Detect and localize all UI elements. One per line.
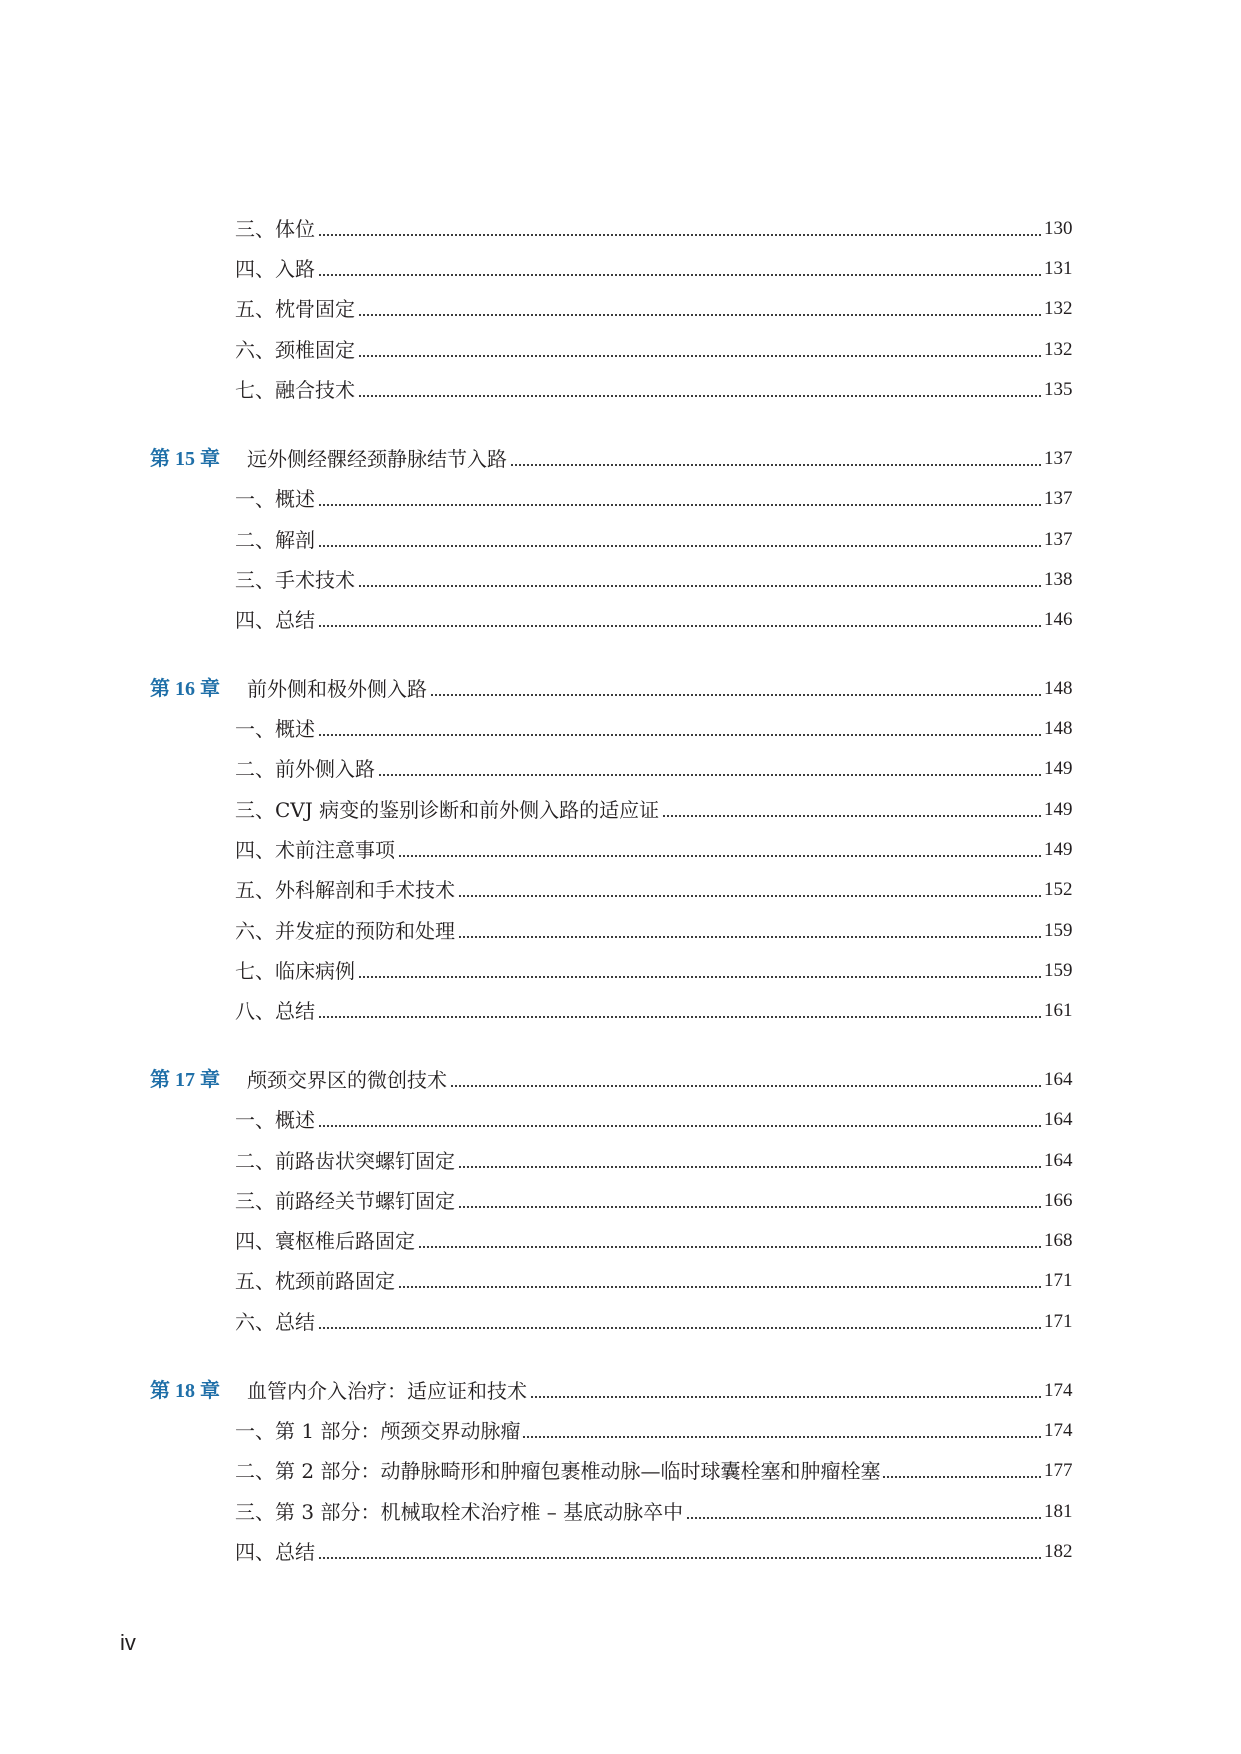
toc-section-entry[interactable]: [0, 212, 1241, 246]
leader-dots: [235, 274, 1041, 276]
toc-chapter-entry[interactable]: [0, 1063, 1241, 1097]
leader-dots: [235, 545, 1041, 547]
entry-title: 五、外科解剖和手术技术: [235, 873, 457, 907]
entry-page-number: 182: [1041, 1535, 1073, 1569]
page-number: iv: [120, 1630, 136, 1655]
toc-section-entry[interactable]: [0, 1264, 1241, 1298]
toc-section-entry[interactable]: [0, 914, 1241, 948]
toc-section-entry[interactable]: [0, 833, 1241, 867]
entry-page-number: 131: [1041, 252, 1073, 286]
entry-page-number: 181: [1041, 1495, 1073, 1529]
entry-title: 三、第 3 部分：机械取栓术治疗椎 – 基底动脉卒中: [235, 1495, 685, 1529]
entry-title: 二、解剖: [235, 523, 317, 557]
entry-page-number: 171: [1041, 1264, 1073, 1298]
entry-title: 五、枕颈前路固定: [235, 1264, 397, 1298]
toc-section-entry[interactable]: [0, 523, 1241, 557]
entry-title: 四、入路: [235, 252, 317, 286]
toc-section-entry[interactable]: [0, 1144, 1241, 1178]
entry-title: 六、并发症的预防和处理: [235, 914, 457, 948]
toc-section-entry[interactable]: [0, 873, 1241, 907]
leader-dots: [235, 1327, 1041, 1329]
entry-page-number: 159: [1041, 914, 1073, 948]
toc-section-entry[interactable]: [0, 793, 1241, 827]
entry-title: 三、体位: [235, 212, 317, 246]
entry-page-number: 135: [1041, 373, 1073, 407]
toc-chapter-entry[interactable]: [0, 672, 1241, 706]
chapter-number: 第 18 章: [150, 1380, 220, 1402]
toc-section-entry[interactable]: [0, 994, 1241, 1028]
entry-page-number: 152: [1041, 873, 1073, 907]
entry-page-number: 146: [1041, 603, 1073, 637]
toc-section-entry[interactable]: [0, 563, 1241, 597]
entry-title: 七、融合技术: [235, 373, 357, 407]
entry-title: 三、CVJ 病变的鉴别诊断和前外侧入路的适应证: [235, 793, 661, 827]
entry-title: 二、第 2 部分：动静脉畸形和肿瘤包裹椎动脉—临时球囊栓塞和肿瘤栓塞: [235, 1454, 882, 1488]
entry-title: 七、临床病例: [235, 954, 357, 988]
entry-title: 三、前路经关节螺钉固定: [235, 1184, 457, 1218]
chapter-number: 第 17 章: [150, 1069, 220, 1091]
entry-title: 一、概述: [235, 482, 317, 516]
leader-dots: [235, 1016, 1041, 1018]
entry-page-number: 177: [1041, 1454, 1073, 1488]
leader-dots: [235, 1557, 1041, 1559]
entry-page-number: 166: [1041, 1184, 1073, 1218]
toc-section-entry[interactable]: [0, 252, 1241, 286]
toc-section-entry[interactable]: [0, 482, 1241, 516]
toc-section-entry[interactable]: [0, 1224, 1241, 1258]
entry-title: 颅颈交界区的微创技术: [247, 1063, 449, 1097]
toc-section-entry[interactable]: [0, 954, 1241, 988]
entry-page-number: 148: [1041, 712, 1073, 746]
entry-page-number: 148: [1041, 672, 1073, 706]
toc-section-entry[interactable]: [0, 712, 1241, 746]
entry-title: 二、前外侧入路: [235, 752, 377, 786]
entry-page-number: 164: [1041, 1144, 1073, 1178]
entry-title: 三、手术技术: [235, 563, 357, 597]
entry-title: 五、枕骨固定: [235, 292, 357, 326]
entry-page-number: 161: [1041, 994, 1073, 1028]
entry-page-number: 159: [1041, 954, 1073, 988]
entry-title: 二、前路齿状突螺钉固定: [235, 1144, 457, 1178]
entry-title: 四、术前注意事项: [235, 833, 397, 867]
entry-page-number: 137: [1041, 523, 1073, 557]
toc-section-entry[interactable]: [0, 373, 1241, 407]
leader-dots: [235, 734, 1041, 736]
entry-page-number: 168: [1041, 1224, 1073, 1258]
toc-section-entry[interactable]: [0, 1454, 1241, 1488]
toc-section-entry[interactable]: [0, 603, 1241, 637]
entry-title: 八、总结: [235, 994, 317, 1028]
entry-page-number: 174: [1041, 1414, 1073, 1448]
toc-section-entry[interactable]: [0, 333, 1241, 367]
entry-title: 四、寰枢椎后路固定: [235, 1224, 417, 1258]
chapter-number: 第 15 章: [150, 448, 220, 470]
entry-page-number: 138: [1041, 563, 1073, 597]
toc-section-entry[interactable]: [0, 292, 1241, 326]
entry-title: 一、概述: [235, 1103, 317, 1137]
chapter-number: 第 16 章: [150, 678, 220, 700]
entry-title: 一、概述: [235, 712, 317, 746]
entry-title: 六、总结: [235, 1305, 317, 1339]
entry-page-number: 171: [1041, 1305, 1073, 1339]
entry-page-number: 137: [1041, 442, 1073, 476]
toc-section-entry[interactable]: [0, 1103, 1241, 1137]
entry-page-number: 130: [1041, 212, 1073, 246]
entry-title: 前外侧和极外侧入路: [247, 672, 429, 706]
entry-page-number: 132: [1041, 333, 1073, 367]
toc-section-entry[interactable]: [0, 1184, 1241, 1218]
toc-chapter-entry[interactable]: [0, 1374, 1241, 1408]
entry-title: 远外侧经髁经颈静脉结节入路: [247, 442, 509, 476]
entry-page-number: 174: [1041, 1374, 1073, 1408]
entry-title: 六、颈椎固定: [235, 333, 357, 367]
entry-page-number: 164: [1041, 1103, 1073, 1137]
toc-section-entry[interactable]: [0, 1305, 1241, 1339]
entry-title: 四、总结: [235, 603, 317, 637]
entry-page-number: 149: [1041, 752, 1073, 786]
entry-title: 血管内介入治疗：适应证和技术: [247, 1374, 529, 1408]
entry-title: 一、第 1 部分：颅颈交界动脉瘤: [235, 1414, 522, 1448]
leader-dots: [235, 625, 1041, 627]
leader-dots: [235, 1125, 1041, 1127]
entry-page-number: 132: [1041, 292, 1073, 326]
entry-page-number: 149: [1041, 793, 1073, 827]
toc-section-entry[interactable]: [0, 752, 1241, 786]
toc-section-entry[interactable]: [0, 1495, 1241, 1529]
entry-page-number: 137: [1041, 482, 1073, 516]
toc-section-entry[interactable]: [0, 1535, 1241, 1569]
entry-title: 四、总结: [235, 1535, 317, 1569]
toc-section-entry[interactable]: [0, 1414, 1241, 1448]
entry-page-number: 164: [1041, 1063, 1073, 1097]
entry-page-number: 149: [1041, 833, 1073, 867]
leader-dots: [235, 504, 1041, 506]
leader-dots: [235, 234, 1041, 236]
toc-chapter-entry[interactable]: [0, 442, 1241, 476]
